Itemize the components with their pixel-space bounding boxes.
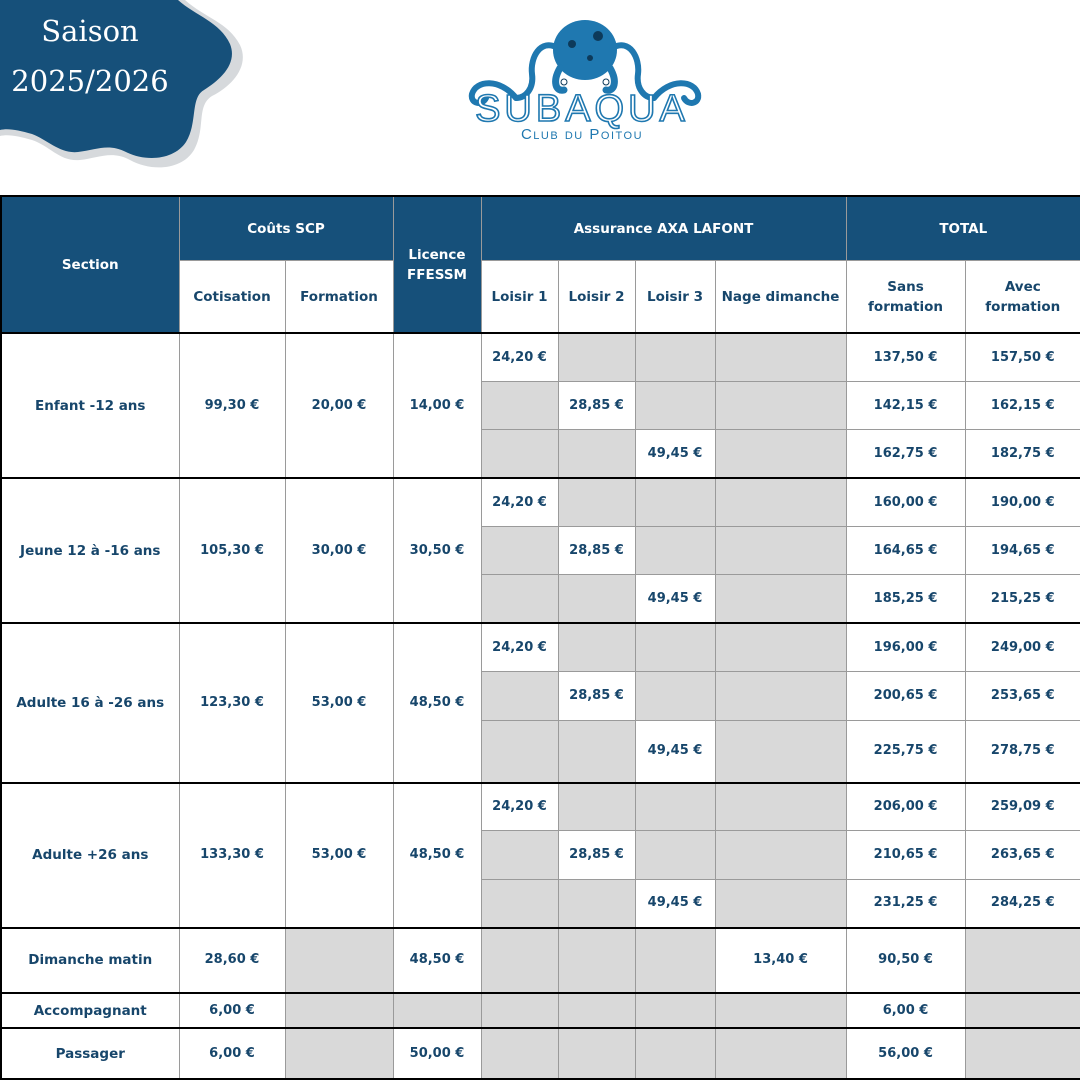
section-name: Adulte +26 ans (1, 783, 179, 928)
total-avec-cell: 190,00 € (965, 478, 1080, 526)
empty-cell (285, 1028, 393, 1079)
empty-cell (481, 993, 558, 1028)
empty-cell (715, 623, 846, 671)
total-avec-cell: 278,75 € (965, 720, 1080, 782)
empty-cell (481, 720, 558, 782)
empty-cell (635, 783, 715, 831)
total-sans-cell: 164,65 € (846, 527, 965, 575)
empty-cell (715, 783, 846, 831)
empty-cell (481, 672, 558, 720)
empty-cell (635, 1028, 715, 1079)
total-avec-cell: 162,15 € (965, 381, 1080, 429)
empty-cell (635, 478, 715, 526)
formation-cell: 30,00 € (285, 478, 393, 623)
loisir-3-cell: 49,45 € (635, 575, 715, 623)
empty-cell (965, 1028, 1080, 1079)
table-row (1, 783, 1080, 831)
empty-cell (715, 575, 846, 623)
total-sans-cell: 137,50 € (846, 333, 965, 381)
table-row (1, 333, 1080, 381)
formation-cell: 53,00 € (285, 783, 393, 928)
empty-cell (558, 430, 635, 478)
loisir-2-cell: 28,85 € (558, 831, 635, 879)
total-avec-cell: 157,50 € (965, 333, 1080, 381)
section-name: Passager (1, 1028, 179, 1079)
table-row (1, 928, 1080, 994)
formation-cell: 53,00 € (285, 623, 393, 782)
empty-cell (965, 928, 1080, 994)
total-sans-cell: 90,50 € (846, 928, 965, 994)
empty-cell (481, 831, 558, 879)
season-label (0, 6, 180, 106)
empty-cell (558, 478, 635, 526)
total-avec-cell: 182,75 € (965, 430, 1080, 478)
empty-cell (481, 928, 558, 994)
total-sans-cell: 162,75 € (846, 430, 965, 478)
total-avec-cell: 215,25 € (965, 575, 1080, 623)
total-sans-cell: 231,25 € (846, 879, 965, 927)
empty-cell (481, 430, 558, 478)
total-sans-cell: 56,00 € (846, 1028, 965, 1079)
empty-cell (558, 720, 635, 782)
cotisation-cell: 133,30 € (179, 783, 285, 928)
header-couts-scp: Coûts SCP (179, 196, 393, 261)
loisir-2-cell: 28,85 € (558, 672, 635, 720)
empty-cell (965, 993, 1080, 1028)
empty-cell (635, 672, 715, 720)
cotisation-cell: 99,30 € (179, 333, 285, 478)
empty-cell (558, 623, 635, 671)
empty-cell (285, 993, 393, 1028)
header-avec-formation: Avec formation (965, 261, 1080, 334)
empty-cell (715, 478, 846, 526)
empty-cell (558, 928, 635, 994)
header-loisir-2: Loisir 2 (558, 261, 635, 334)
header-assurance: Assurance AXA LAFONT (481, 196, 846, 261)
brand-name: SUBAQUA (475, 88, 689, 130)
empty-cell (715, 720, 846, 782)
cotisation-cell: 105,30 € (179, 478, 285, 623)
empty-cell (715, 993, 846, 1028)
loisir-1-cell: 24,20 € (481, 478, 558, 526)
loisir-3-cell: 49,45 € (635, 430, 715, 478)
header-formation: Formation (285, 261, 393, 334)
empty-cell (715, 381, 846, 429)
total-sans-cell: 160,00 € (846, 478, 965, 526)
total-avec-cell: 249,00 € (965, 623, 1080, 671)
empty-cell (715, 333, 846, 381)
total-sans-cell: 225,75 € (846, 720, 965, 782)
licence-cell: 48,50 € (393, 783, 481, 928)
loisir-3-cell: 49,45 € (635, 720, 715, 782)
total-avec-cell: 259,09 € (965, 783, 1080, 831)
empty-cell (715, 527, 846, 575)
section-name: Enfant -12 ans (1, 333, 179, 478)
empty-cell (635, 831, 715, 879)
total-avec-cell: 284,25 € (965, 879, 1080, 927)
cotisation-cell: 6,00 € (179, 993, 285, 1028)
section-name: Adulte 16 à -26 ans (1, 623, 179, 782)
total-sans-cell: 200,65 € (846, 672, 965, 720)
header-loisir-1: Loisir 1 (481, 261, 558, 334)
empty-cell (558, 993, 635, 1028)
licence-cell: 48,50 € (393, 928, 481, 994)
loisir-3-cell: 49,45 € (635, 879, 715, 927)
header-sans-formation: Sans formation (846, 261, 965, 334)
licence-cell: 48,50 € (393, 623, 481, 782)
total-avec-cell: 263,65 € (965, 831, 1080, 879)
licence-cell: 14,00 € (393, 333, 481, 478)
section-name: Dimanche matin (1, 928, 179, 994)
total-sans-cell: 142,15 € (846, 381, 965, 429)
empty-cell (715, 672, 846, 720)
header-cotisation: Cotisation (179, 261, 285, 334)
empty-cell (715, 1028, 846, 1079)
cotisation-cell: 123,30 € (179, 623, 285, 782)
total-sans-cell: 210,65 € (846, 831, 965, 879)
total-sans-cell: 185,25 € (846, 575, 965, 623)
formation-cell: 20,00 € (285, 333, 393, 478)
empty-cell (715, 831, 846, 879)
season-line-1: Saison (41, 14, 139, 48)
header-total: TOTAL (846, 196, 1080, 261)
empty-cell (285, 928, 393, 994)
empty-cell (481, 575, 558, 623)
empty-cell (481, 381, 558, 429)
empty-cell (481, 1028, 558, 1079)
cotisation-cell: 6,00 € (179, 1028, 285, 1079)
header-licence: Licence FFESSM (393, 196, 481, 333)
section-name: Jeune 12 à -16 ans (1, 478, 179, 623)
total-sans-cell: 196,00 € (846, 623, 965, 671)
section-name: Accompagnant (1, 993, 179, 1028)
total-sans-cell: 6,00 € (846, 993, 965, 1028)
pricing-table (0, 195, 1080, 1080)
licence-cell: 50,00 € (393, 1028, 481, 1079)
empty-cell (635, 623, 715, 671)
table-row (1, 1028, 1080, 1079)
header-loisir-3: Loisir 3 (635, 261, 715, 334)
empty-cell (558, 575, 635, 623)
header-row-1 (1, 196, 1080, 261)
empty-cell (558, 333, 635, 381)
empty-cell (635, 527, 715, 575)
brand-subtitle: Club du Poitou (520, 126, 644, 143)
season-line-2: 2025/2026 (11, 64, 169, 98)
empty-cell (481, 527, 558, 575)
loisir-2-cell: 28,85 € (558, 527, 635, 575)
header-section: Section (1, 196, 179, 333)
empty-cell (558, 783, 635, 831)
total-sans-cell: 206,00 € (846, 783, 965, 831)
empty-cell (715, 430, 846, 478)
empty-cell (393, 993, 481, 1028)
total-avec-cell: 194,65 € (965, 527, 1080, 575)
total-avec-cell: 253,65 € (965, 672, 1080, 720)
licence-cell: 30,50 € (393, 478, 481, 623)
nage-dimanche-cell: 13,40 € (715, 928, 846, 994)
empty-cell (558, 879, 635, 927)
table-row (1, 478, 1080, 526)
loisir-2-cell: 28,85 € (558, 381, 635, 429)
loisir-1-cell: 24,20 € (481, 623, 558, 671)
cotisation-cell: 28,60 € (179, 928, 285, 994)
table-row (1, 623, 1080, 671)
empty-cell (715, 879, 846, 927)
empty-cell (635, 993, 715, 1028)
empty-cell (558, 1028, 635, 1079)
empty-cell (635, 381, 715, 429)
loisir-1-cell: 24,20 € (481, 333, 558, 381)
empty-cell (635, 333, 715, 381)
empty-cell (481, 879, 558, 927)
loisir-1-cell: 24,20 € (481, 783, 558, 831)
empty-cell (635, 928, 715, 994)
table-row (1, 993, 1080, 1028)
header-nage-dimanche: Nage dimanche (715, 261, 846, 334)
